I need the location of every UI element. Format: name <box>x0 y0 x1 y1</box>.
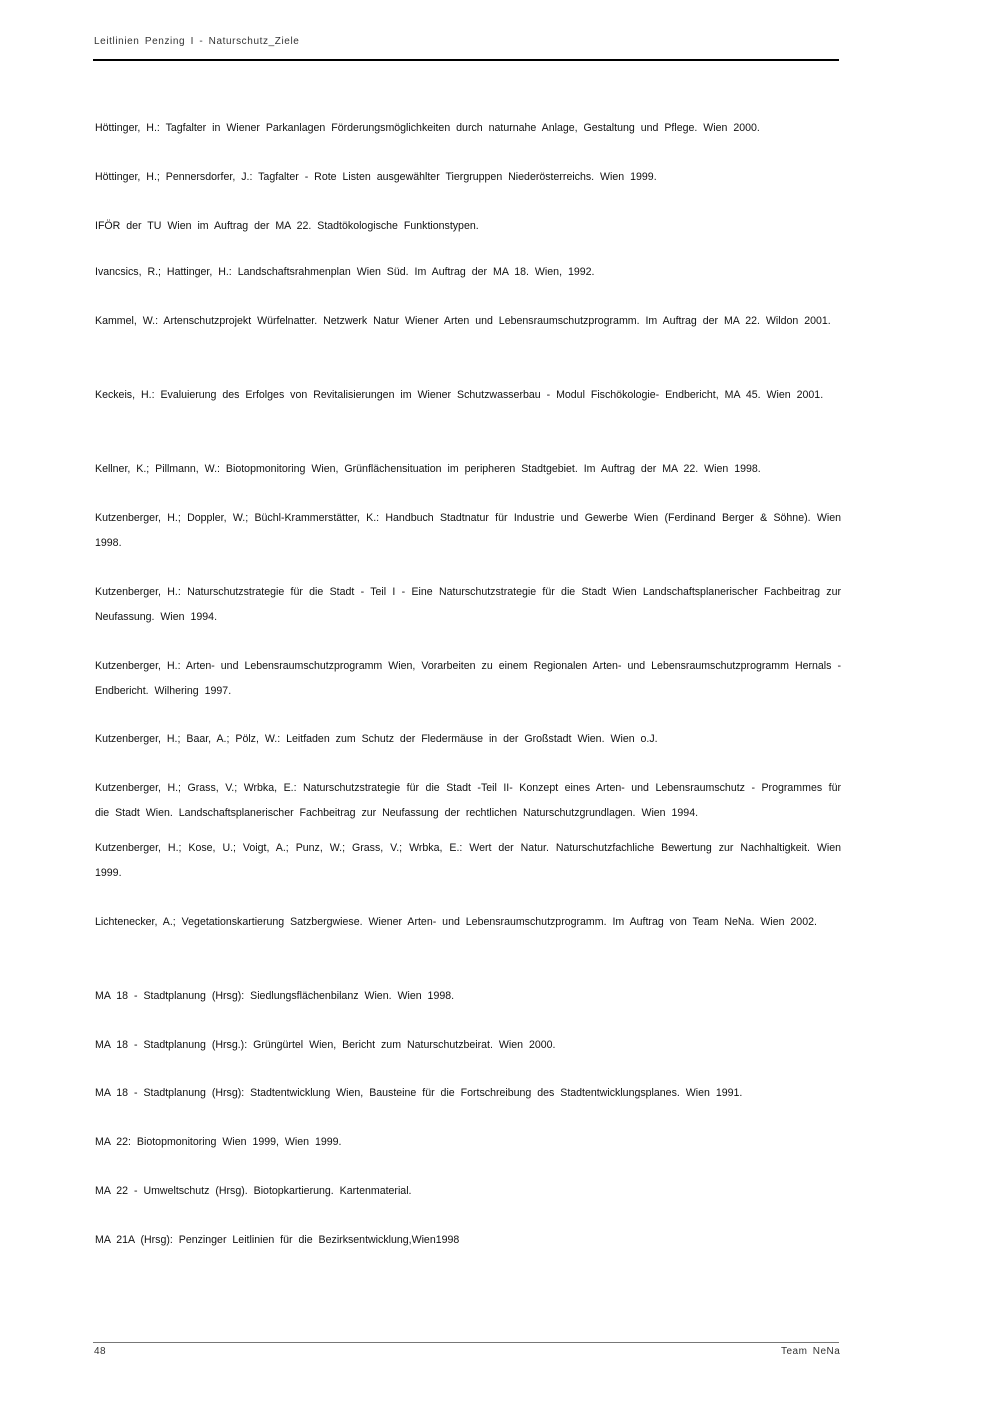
bibliography-entry: Ivancsics, R.; Hattinger, H.: Landschaftsrahmenplan Wien Süd. Im Auftrag der MA 18. Wien, 1992. <box>95 266 595 278</box>
bibliography-entry: MA 22 - Umweltschutz (Hrsg). Biotopkartierung. Kartenmaterial. <box>95 1185 412 1197</box>
bibliography-entry: Kutzenberger, H.; Kose, U.; Voigt, A.; Punz, W.; Grass, V.; Wrbka, E.: Wert der Natur. Naturschutzfachliche Bewertung zur Nachhaltigkeit. Wien 1999. <box>95 842 841 879</box>
bibliography-entry: Kutzenberger, H.; Baar, A.; Pölz, W.: Leitfaden zum Schutz der Fledermäuse in der Großstadt Wien. Wien o.J. <box>95 733 658 745</box>
bibliography-entry: IFÖR der TU Wien im Auftrag der MA 22. Stadtökologische Funktionstypen. <box>95 220 479 232</box>
bibliography-entry: MA 22: Biotopmonitoring Wien 1999, Wien 1999. <box>95 1136 342 1148</box>
bibliography-entry: Kutzenberger, H.; Grass, V.; Wrbka, E.: Naturschutzstrategie für die Stadt -Teil II- Konzept eines Arten- und Lebensraumschutz - Programmes für die Stadt Wien. Landschaftsplanerischer Fachbeitrag zur Neufassung der rechtlichen Naturschutzgrundlagen. Wien 1994. <box>95 782 841 819</box>
footer-rule <box>93 1342 839 1343</box>
bibliography-entry: Lichtenecker, A.; Vegetationskartierung Satzbergwiese. Wiener Arten- und Lebensraumschutzprogramm. Im Auftrag von Team NeNa. Wien 2002. <box>95 916 817 928</box>
bibliography-entry: Höttinger, H.; Pennersdorfer, J.: Tagfalter - Rote Listen ausgewählter Tiergruppen Niederösterreichs. Wien 1999. <box>95 171 657 183</box>
bibliography-entry: Kutzenberger, H.; Doppler, W.; Büchl-Krammerstätter, K.: Handbuch Stadtnatur für Industrie und Gewerbe Wien (Ferdinand Berger & Söhne). Wien 1998. <box>95 512 841 549</box>
bibliography-entry: Kutzenberger, H.: Arten- und Lebensraumschutzprogramm Wien, Vorarbeiten zu einem Regionalen Arten- und Lebensraumschutzprogramm Hernals - Endbericht. Wilhering 1997. <box>95 660 841 697</box>
bibliography-entry: Kellner, K.; Pillmann, W.: Biotopmonitoring Wien, Grünflächensituation im peripheren Stadtgebiet. Im Auftrag der MA 22. Wien 1998. <box>95 463 761 475</box>
bibliography-entry: Höttinger, H.: Tagfalter in Wiener Parkanlagen Förderungsmöglichkeiten durch naturnahe Anlage, Gestaltung und Pflege. Wien 2000. <box>95 122 760 134</box>
running-header: Leitlinien Penzing I - Naturschutz_Ziele <box>94 36 300 47</box>
bibliography-entry: Kammel, W.: Artenschutzprojekt Würfelnatter. Netzwerk Natur Wiener Arten und Lebensraumschutzprogramm. Im Auftrag der MA 22. Wildon 2001. <box>95 315 831 327</box>
bibliography-entry: MA 18 - Stadtplanung (Hrsg.): Grüngürtel Wien, Bericht zum Naturschutzbeirat. Wien 2000. <box>95 1039 556 1051</box>
footer-author: Team NeNa <box>781 1346 841 1357</box>
header-rule <box>93 59 839 61</box>
bibliography-entry: MA 18 - Stadtplanung (Hrsg): Stadtentwicklung Wien, Bausteine für die Fortschreibung des Stadtentwicklungsplanes. Wien 1991. <box>95 1087 743 1099</box>
bibliography-entry: MA 18 - Stadtplanung (Hrsg): Siedlungsflächenbilanz Wien. Wien 1998. <box>95 990 455 1002</box>
bibliography-entry: MA 21A (Hrsg): Penzinger Leitlinien für die Bezirksentwicklung,Wien1998 <box>95 1234 460 1246</box>
page-number: 48 <box>94 1346 107 1357</box>
bibliography-entry: Keckeis, H.: Evaluierung des Erfolges von Revitalisierungen im Wiener Schutzwasserbau - Modul Fischökologie- Endbericht, MA 45. Wien 2001. <box>95 389 824 401</box>
bibliography-entry: Kutzenberger, H.: Naturschutzstrategie für die Stadt - Teil I - Eine Naturschutzstrategie für die Stadt Wien Landschaftsplanerischer Fachbeitrag zur Neufassung. Wien 1994. <box>95 586 841 623</box>
